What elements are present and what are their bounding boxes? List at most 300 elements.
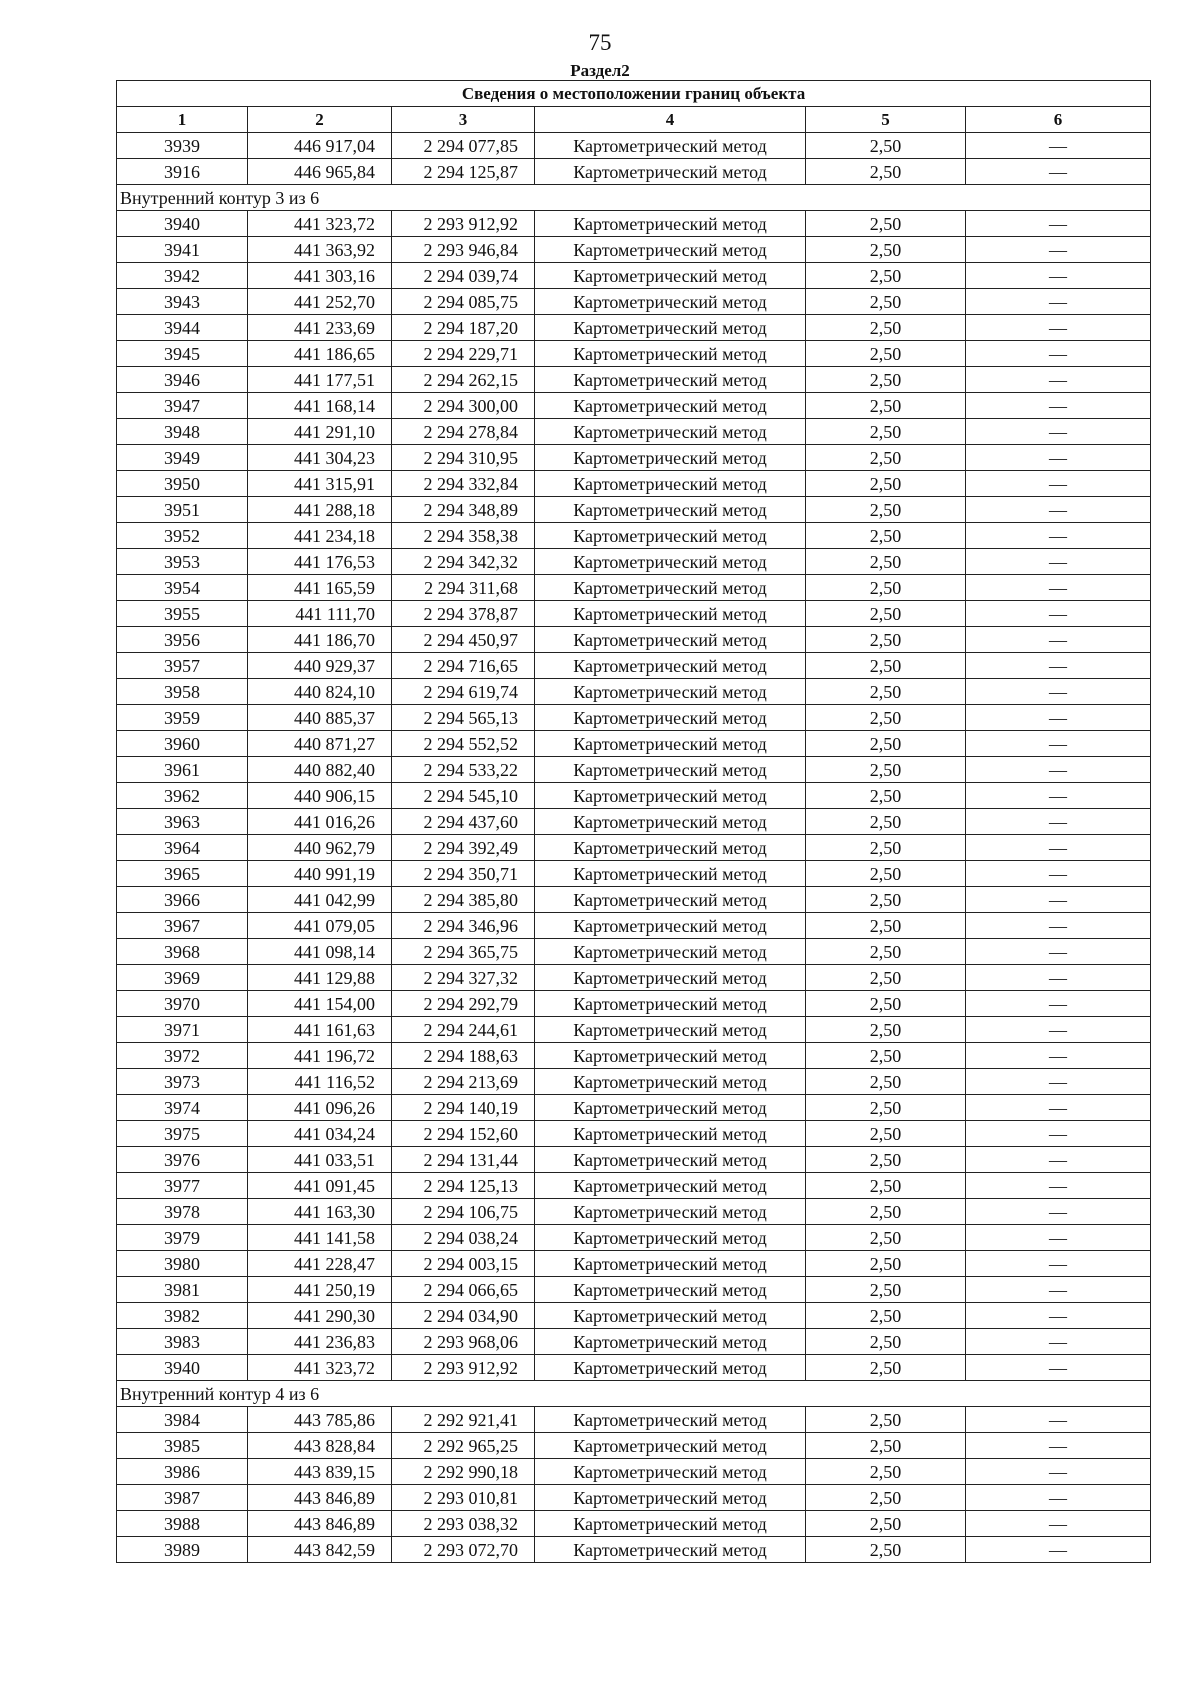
table-row [117, 861, 1151, 887]
table-cell: 3960 [117, 731, 248, 757]
table-cell: 2,50 [806, 1355, 966, 1381]
table-cell: 441 034,24 [248, 1121, 392, 1147]
table-cell: 2 294 034,90 [392, 1303, 535, 1329]
table-cell: 441 098,14 [248, 939, 392, 965]
table-cell: 3986 [117, 1459, 248, 1485]
table-cell: 2 294 188,63 [392, 1043, 535, 1069]
table-cell: Картометрический метод [535, 1043, 806, 1069]
table-cell: 2,50 [806, 341, 966, 367]
table-cell: 2,50 [806, 731, 966, 757]
table-cell: — [966, 1277, 1151, 1303]
table-cell: 2,50 [806, 835, 966, 861]
table-cell: — [966, 601, 1151, 627]
table-cell: 3943 [117, 289, 248, 315]
table-cell: 2 294 565,13 [392, 705, 535, 731]
table-cell: 441 129,88 [248, 965, 392, 991]
table-cell: 2 294 552,52 [392, 731, 535, 757]
table-cell: — [966, 1069, 1151, 1095]
table-cell: 441 315,91 [248, 471, 392, 497]
table-row [117, 1303, 1151, 1329]
table-cell: 440 929,37 [248, 653, 392, 679]
table-cell: Картометрический метод [535, 393, 806, 419]
table-cell: 2 294 125,87 [392, 159, 535, 185]
table-cell: 2,50 [806, 627, 966, 653]
column-header: 5 [806, 107, 966, 133]
table-cell: 2,50 [806, 523, 966, 549]
table-cell: 2 294 450,97 [392, 627, 535, 653]
table-cell: 2,50 [806, 757, 966, 783]
table-cell: — [966, 159, 1151, 185]
table-cell: 443 846,89 [248, 1511, 392, 1537]
table-cell: 2 294 278,84 [392, 419, 535, 445]
table-cell: 2 293 912,92 [392, 1355, 535, 1381]
table-cell: 2 293 072,70 [392, 1537, 535, 1563]
table-cell: — [966, 471, 1151, 497]
table-cell: 2,50 [806, 1433, 966, 1459]
table-cell: 2,50 [806, 1069, 966, 1095]
table-cell: 2,50 [806, 1147, 966, 1173]
table-cell: 2 294 262,15 [392, 367, 535, 393]
table-row [117, 965, 1151, 991]
table-cell: Картометрический метод [535, 887, 806, 913]
table-cell: Картометрический метод [535, 835, 806, 861]
table-cell: 3978 [117, 1199, 248, 1225]
table-row [117, 445, 1151, 471]
table-cell: 441 303,16 [248, 263, 392, 289]
table-row [117, 159, 1151, 185]
table-row [117, 315, 1151, 341]
table-cell: — [966, 315, 1151, 341]
table-cell: Картометрический метод [535, 1173, 806, 1199]
table-cell: — [966, 549, 1151, 575]
table-row [117, 1251, 1151, 1277]
table-cell: 2,50 [806, 575, 966, 601]
table-row [117, 731, 1151, 757]
table-header-row [117, 107, 1151, 133]
table-cell: — [966, 965, 1151, 991]
table-cell: 3947 [117, 393, 248, 419]
table-cell: Картометрический метод [535, 861, 806, 887]
table-cell: 2 294 342,32 [392, 549, 535, 575]
table-cell: 441 290,30 [248, 1303, 392, 1329]
table-row [117, 341, 1151, 367]
table-cell: Картометрический метод [535, 913, 806, 939]
table-cell: 2,50 [806, 1017, 966, 1043]
table-cell: — [966, 1199, 1151, 1225]
table-row [117, 705, 1151, 731]
table-cell: 2 293 968,06 [392, 1329, 535, 1355]
table-cell: 3958 [117, 679, 248, 705]
table-cell: 3957 [117, 653, 248, 679]
table-cell: 2 294 358,38 [392, 523, 535, 549]
table-cell: 2 292 921,41 [392, 1407, 535, 1433]
table-cell: — [966, 1225, 1151, 1251]
table-cell: — [966, 419, 1151, 445]
table-row [117, 991, 1151, 1017]
table-cell: 441 111,70 [248, 601, 392, 627]
table-cell: 441 291,10 [248, 419, 392, 445]
table-cell: 2 294 292,79 [392, 991, 535, 1017]
contour-group-row [117, 1381, 1151, 1407]
table-cell: 441 096,26 [248, 1095, 392, 1121]
table-cell: 440 885,37 [248, 705, 392, 731]
table-cell: 2 294 066,65 [392, 1277, 535, 1303]
table-cell: 2,50 [806, 601, 966, 627]
table-cell: 441 186,70 [248, 627, 392, 653]
table-cell: — [966, 211, 1151, 237]
table-cell: — [966, 575, 1151, 601]
table-row [117, 1199, 1151, 1225]
table-row [117, 835, 1151, 861]
table-cell: — [966, 939, 1151, 965]
table-cell: — [966, 679, 1151, 705]
table-cell: 3940 [117, 1355, 248, 1381]
table-cell: 446 917,04 [248, 133, 392, 159]
table-cell: — [966, 1485, 1151, 1511]
table-row [117, 757, 1151, 783]
table-cell: 2,50 [806, 1537, 966, 1563]
table-cell: Картометрический метод [535, 991, 806, 1017]
table-cell: — [966, 1043, 1151, 1069]
table-cell: 2 292 990,18 [392, 1459, 535, 1485]
table-cell: Картометрический метод [535, 705, 806, 731]
table-cell: 441 304,23 [248, 445, 392, 471]
table-row [117, 783, 1151, 809]
table-row [117, 263, 1151, 289]
table-cell: 2 294 106,75 [392, 1199, 535, 1225]
table-cell: — [966, 1537, 1151, 1563]
table-cell: — [966, 289, 1151, 315]
table-cell: 440 882,40 [248, 757, 392, 783]
table-cell: 2,50 [806, 1121, 966, 1147]
table-cell: — [966, 263, 1151, 289]
table-cell: 441 250,19 [248, 1277, 392, 1303]
table-cell: 3985 [117, 1433, 248, 1459]
column-header: 4 [535, 107, 806, 133]
table-cell: 2,50 [806, 1485, 966, 1511]
table-row [117, 367, 1151, 393]
table-cell: 441 141,58 [248, 1225, 392, 1251]
table-row [117, 549, 1151, 575]
table-cell: 3952 [117, 523, 248, 549]
table-row [117, 1433, 1151, 1459]
table-row [117, 1225, 1151, 1251]
table-cell: 3987 [117, 1485, 248, 1511]
table-cell: 441 154,00 [248, 991, 392, 1017]
table-cell: 2 292 965,25 [392, 1433, 535, 1459]
table-cell: 2,50 [806, 445, 966, 471]
table-cell: 441 252,70 [248, 289, 392, 315]
table-body [117, 133, 1151, 1563]
table-cell: Картометрический метод [535, 1251, 806, 1277]
table-cell: 3964 [117, 835, 248, 861]
table-row [117, 1485, 1151, 1511]
table-row [117, 575, 1151, 601]
table-cell: — [966, 1121, 1151, 1147]
table-cell: — [966, 731, 1151, 757]
table-cell: 2 293 038,32 [392, 1511, 535, 1537]
table-row [117, 1329, 1151, 1355]
table-cell: 3976 [117, 1147, 248, 1173]
table-cell: Картометрический метод [535, 783, 806, 809]
table-row [117, 887, 1151, 913]
table-cell: Картометрический метод [535, 1147, 806, 1173]
table-cell: Картометрический метод [535, 419, 806, 445]
table-cell: 2 294 533,22 [392, 757, 535, 783]
table-row [117, 211, 1151, 237]
table-cell: 440 871,27 [248, 731, 392, 757]
page-number: 75 [588, 30, 612, 55]
table-cell: Картометрический метод [535, 523, 806, 549]
table-row [117, 1121, 1151, 1147]
table-cell: Картометрический метод [535, 1095, 806, 1121]
column-header: 6 [966, 107, 1151, 133]
table-cell: 3974 [117, 1095, 248, 1121]
table-cell: — [966, 861, 1151, 887]
table-cell: — [966, 627, 1151, 653]
table-row [117, 601, 1151, 627]
table-cell: 2 294 346,96 [392, 913, 535, 939]
table-cell: — [966, 445, 1151, 471]
table-cell: 3950 [117, 471, 248, 497]
table-cell: 2 294 350,71 [392, 861, 535, 887]
table-cell: 443 785,86 [248, 1407, 392, 1433]
table-cell: Картометрический метод [535, 1537, 806, 1563]
table-row [117, 1407, 1151, 1433]
table-cell: 441 323,72 [248, 1355, 392, 1381]
table-cell: 2 294 365,75 [392, 939, 535, 965]
column-header: 3 [392, 107, 535, 133]
table-caption: Сведения о местоположении границ объекта [117, 81, 1151, 107]
table-cell: 2 294 385,80 [392, 887, 535, 913]
table-cell: 3953 [117, 549, 248, 575]
table-cell: 3946 [117, 367, 248, 393]
column-header: 1 [117, 107, 248, 133]
table-cell: 441 168,14 [248, 393, 392, 419]
table-cell: Картометрический метод [535, 341, 806, 367]
table-cell: 2,50 [806, 549, 966, 575]
table-cell: 3983 [117, 1329, 248, 1355]
table-cell: 3944 [117, 315, 248, 341]
table-cell: 2,50 [806, 705, 966, 731]
table-cell: 3959 [117, 705, 248, 731]
table-cell: 2 294 348,89 [392, 497, 535, 523]
table-cell: — [966, 523, 1151, 549]
table-row [117, 237, 1151, 263]
table-cell: Картометрический метод [535, 1511, 806, 1537]
table-cell: 3975 [117, 1121, 248, 1147]
table-cell: 441 176,53 [248, 549, 392, 575]
table-cell: 2,50 [806, 211, 966, 237]
table-cell: 2,50 [806, 861, 966, 887]
table-cell: 441 177,51 [248, 367, 392, 393]
table-cell: — [966, 341, 1151, 367]
table-cell: 2,50 [806, 1459, 966, 1485]
table-cell: 2 294 125,13 [392, 1173, 535, 1199]
table-cell: 2 294 077,85 [392, 133, 535, 159]
table-row [117, 1277, 1151, 1303]
table-cell: — [966, 1017, 1151, 1043]
table-row [117, 471, 1151, 497]
contour-group-row [117, 185, 1151, 211]
table-cell: 2 294 332,84 [392, 471, 535, 497]
table-cell: — [966, 757, 1151, 783]
table-row [117, 419, 1151, 445]
table-cell: 2,50 [806, 367, 966, 393]
table-cell: Картометрический метод [535, 289, 806, 315]
table-cell: 441 196,72 [248, 1043, 392, 1069]
table-cell: 441 186,65 [248, 341, 392, 367]
table-cell: Картометрический метод [535, 1459, 806, 1485]
table-cell: 3956 [117, 627, 248, 653]
table-cell: Картометрический метод [535, 757, 806, 783]
table-row [117, 1017, 1151, 1043]
table-cell: 441 091,45 [248, 1173, 392, 1199]
table-cell: 441 016,26 [248, 809, 392, 835]
table-cell: 3982 [117, 1303, 248, 1329]
table-cell: 2 294 619,74 [392, 679, 535, 705]
contour-group-label: Внутренний контур 4 из 6 [117, 1381, 1151, 1407]
table-cell: 2,50 [806, 939, 966, 965]
table-cell: — [966, 237, 1151, 263]
table-cell: Картометрический метод [535, 1199, 806, 1225]
table-cell: 443 828,84 [248, 1433, 392, 1459]
table-cell: Картометрический метод [535, 679, 806, 705]
table-cell: Картометрический метод [535, 1017, 806, 1043]
table-cell: 3988 [117, 1511, 248, 1537]
table-cell: — [966, 1251, 1151, 1277]
table-cell: Картометрический метод [535, 237, 806, 263]
table-cell: 2,50 [806, 1225, 966, 1251]
table-cell: 441 161,63 [248, 1017, 392, 1043]
table-cell: 2 294 039,74 [392, 263, 535, 289]
table-cell: 441 236,83 [248, 1329, 392, 1355]
table-cell: 2 294 327,32 [392, 965, 535, 991]
table-cell: 2 294 229,71 [392, 341, 535, 367]
table-cell: 441 116,52 [248, 1069, 392, 1095]
table-cell: 2 294 378,87 [392, 601, 535, 627]
table-cell: 3955 [117, 601, 248, 627]
table-cell: 2,50 [806, 965, 966, 991]
table-cell: 3939 [117, 133, 248, 159]
table-cell: 2,50 [806, 1251, 966, 1277]
table-cell: 440 906,15 [248, 783, 392, 809]
table-cell: 3989 [117, 1537, 248, 1563]
table-row [117, 133, 1151, 159]
table-cell: — [966, 991, 1151, 1017]
table-cell: 3962 [117, 783, 248, 809]
section-title: Раздел2 [570, 61, 630, 80]
table-cell: 2,50 [806, 1277, 966, 1303]
column-header: 2 [248, 107, 392, 133]
table-cell: 3979 [117, 1225, 248, 1251]
table-cell: 2,50 [806, 263, 966, 289]
table-cell: 2,50 [806, 133, 966, 159]
table-row [117, 653, 1151, 679]
table-cell: — [966, 1459, 1151, 1485]
table-cell: — [966, 1355, 1151, 1381]
table-row [117, 393, 1151, 419]
table-cell: 443 842,59 [248, 1537, 392, 1563]
table-cell: Картометрический метод [535, 601, 806, 627]
table-cell: — [966, 1095, 1151, 1121]
table-cell: 3973 [117, 1069, 248, 1095]
table-cell: 441 233,69 [248, 315, 392, 341]
table-cell: Картометрический метод [535, 159, 806, 185]
table-cell: 2,50 [806, 497, 966, 523]
table-cell: Картометрический метод [535, 211, 806, 237]
table-cell: 2 294 392,49 [392, 835, 535, 861]
table-cell: 3966 [117, 887, 248, 913]
table-cell: Картометрический метод [535, 1303, 806, 1329]
table-cell: 441 165,59 [248, 575, 392, 601]
table-caption-row [117, 81, 1151, 107]
table-cell: 3980 [117, 1251, 248, 1277]
table-row [117, 913, 1151, 939]
table-cell: 3981 [117, 1277, 248, 1303]
table-cell: 3963 [117, 809, 248, 835]
table-cell: 2,50 [806, 289, 966, 315]
table-cell: — [966, 835, 1151, 861]
table-cell: 2,50 [806, 1173, 966, 1199]
table-cell: 3951 [117, 497, 248, 523]
table-cell: 2 294 311,68 [392, 575, 535, 601]
table-cell: — [966, 1329, 1151, 1355]
table-cell: 443 839,15 [248, 1459, 392, 1485]
table-cell: Картометрический метод [535, 367, 806, 393]
table-cell: 2 294 187,20 [392, 315, 535, 341]
table-cell: 2,50 [806, 1043, 966, 1069]
table-cell: 3965 [117, 861, 248, 887]
table-row [117, 1511, 1151, 1537]
table-cell: — [966, 653, 1151, 679]
table-cell: 441 033,51 [248, 1147, 392, 1173]
table-cell: — [966, 497, 1151, 523]
contour-group-label: Внутренний контур 3 из 6 [117, 185, 1151, 211]
table-cell: 3971 [117, 1017, 248, 1043]
table-cell: Картометрический метод [535, 1407, 806, 1433]
table-cell: 2,50 [806, 1199, 966, 1225]
table-cell: 441 228,47 [248, 1251, 392, 1277]
table-cell: — [966, 133, 1151, 159]
table-cell: 440 991,19 [248, 861, 392, 887]
table-cell: 3948 [117, 419, 248, 445]
table-cell: Картометрический метод [535, 1277, 806, 1303]
table-cell: 2 293 010,81 [392, 1485, 535, 1511]
table-row [117, 289, 1151, 315]
table-cell: 2 294 131,44 [392, 1147, 535, 1173]
table-row [117, 679, 1151, 705]
table-row [117, 809, 1151, 835]
table-row [117, 1355, 1151, 1381]
table-cell: 3970 [117, 991, 248, 1017]
table-cell: 2,50 [806, 159, 966, 185]
table-cell: 3977 [117, 1173, 248, 1199]
table-cell: 2 293 946,84 [392, 237, 535, 263]
table-cell: Картометрический метод [535, 263, 806, 289]
table-cell: — [966, 705, 1151, 731]
table-cell: 2 294 003,15 [392, 1251, 535, 1277]
table-cell: 2 294 310,95 [392, 445, 535, 471]
table-row [117, 1095, 1151, 1121]
table-cell: Картометрический метод [535, 1485, 806, 1511]
table-cell: Картометрический метод [535, 939, 806, 965]
table-cell: — [966, 367, 1151, 393]
table-row [117, 1537, 1151, 1563]
table-cell: 443 846,89 [248, 1485, 392, 1511]
table-cell: Картометрический метод [535, 1329, 806, 1355]
table-cell: Картометрический метод [535, 965, 806, 991]
